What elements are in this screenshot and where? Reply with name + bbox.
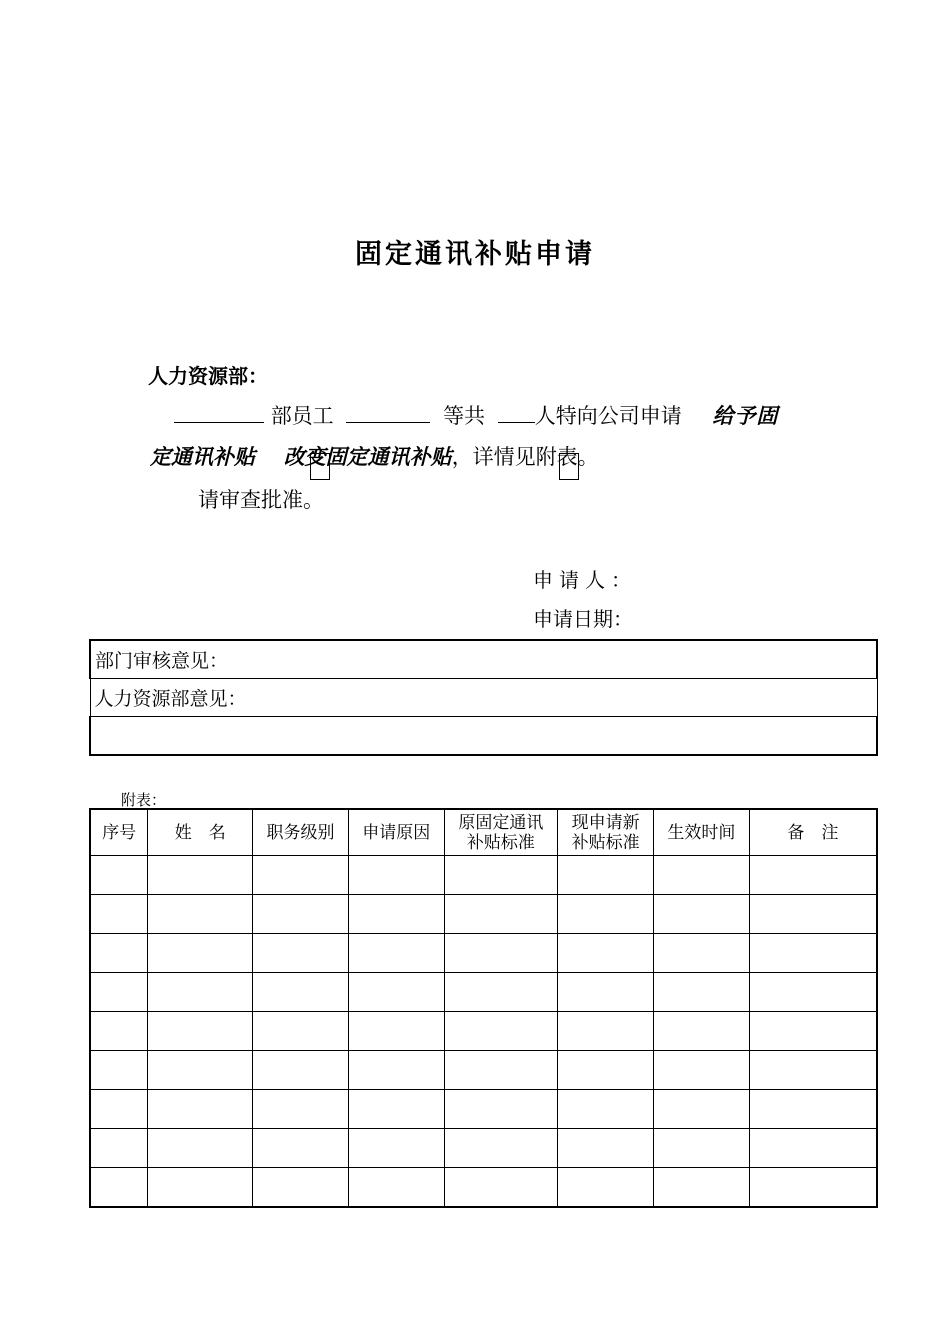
table-cell[interactable] bbox=[90, 934, 148, 973]
attachment-table bbox=[89, 808, 878, 1208]
table-cell[interactable] bbox=[148, 934, 253, 973]
apply-date-label: 申请日期： bbox=[533, 607, 633, 631]
table-cell[interactable] bbox=[148, 1012, 253, 1051]
column-header bbox=[444, 809, 558, 856]
table-cell[interactable] bbox=[654, 1012, 750, 1051]
count-blank[interactable] bbox=[498, 403, 535, 423]
table-cell[interactable] bbox=[348, 1012, 444, 1051]
table-row bbox=[90, 895, 877, 934]
column-header bbox=[90, 809, 148, 856]
table-cell[interactable] bbox=[148, 1090, 253, 1129]
column-header-text: 补贴标准 bbox=[466, 832, 535, 853]
table-cell[interactable] bbox=[253, 1012, 349, 1051]
table-row bbox=[90, 973, 877, 1012]
details-prefix-text: ，详情见 bbox=[451, 445, 536, 469]
table-row bbox=[90, 1168, 877, 1208]
request-approval: 请审查批准。 bbox=[198, 488, 324, 512]
column-header-text: 生效时间 bbox=[667, 822, 736, 843]
table-cell[interactable] bbox=[148, 1051, 253, 1090]
table-cell[interactable] bbox=[90, 856, 148, 895]
table-cell[interactable] bbox=[749, 895, 877, 934]
table-cell[interactable] bbox=[253, 934, 349, 973]
table-cell[interactable] bbox=[749, 1012, 877, 1051]
department-blank[interactable] bbox=[174, 403, 264, 423]
table-cell[interactable] bbox=[253, 895, 349, 934]
body-line-1 bbox=[174, 400, 778, 430]
column-header-text: 现申请新 bbox=[571, 812, 640, 833]
table-cell[interactable] bbox=[558, 1129, 654, 1168]
attachment-label: 附表： bbox=[121, 791, 167, 809]
table-cell[interactable] bbox=[90, 1168, 148, 1208]
column-header bbox=[749, 809, 877, 856]
option-grant-part2: 定通讯补贴 bbox=[150, 444, 255, 469]
table-cell[interactable] bbox=[253, 1051, 349, 1090]
table-cell[interactable] bbox=[148, 895, 253, 934]
table-cell[interactable] bbox=[558, 895, 654, 934]
table-row bbox=[90, 934, 877, 973]
table-cell[interactable] bbox=[444, 1012, 558, 1051]
table-cell[interactable] bbox=[558, 973, 654, 1012]
column-header bbox=[148, 809, 253, 856]
table-cell[interactable] bbox=[654, 895, 750, 934]
table-cell[interactable] bbox=[348, 934, 444, 973]
table-cell[interactable] bbox=[654, 1129, 750, 1168]
column-header bbox=[348, 809, 444, 856]
salutation: 人力资源部： bbox=[148, 364, 268, 388]
option-grant-part1: 给予固 bbox=[712, 403, 779, 428]
employee-blank[interactable] bbox=[346, 403, 430, 423]
table-cell[interactable] bbox=[444, 1090, 558, 1129]
table-cell[interactable] bbox=[348, 1090, 444, 1129]
dept-review-opinion[interactable]: 部门审核意见： bbox=[90, 640, 877, 679]
table-cell[interactable] bbox=[148, 856, 253, 895]
body-line-2 bbox=[150, 441, 599, 471]
table-row bbox=[90, 1090, 877, 1129]
table-cell[interactable] bbox=[348, 973, 444, 1012]
table-cell[interactable] bbox=[148, 1168, 253, 1208]
table-cell[interactable] bbox=[654, 856, 750, 895]
table-cell[interactable] bbox=[90, 1129, 148, 1168]
table-cell[interactable] bbox=[348, 1051, 444, 1090]
column-header bbox=[654, 809, 750, 856]
table-cell[interactable] bbox=[654, 1051, 750, 1090]
table-cell[interactable] bbox=[90, 1090, 148, 1129]
opinion-table bbox=[89, 639, 878, 756]
count-prefix-text: 等共 bbox=[443, 404, 486, 428]
column-header-text: 补贴标准 bbox=[571, 832, 640, 853]
table-cell[interactable] bbox=[148, 1129, 253, 1168]
table-cell[interactable] bbox=[90, 1012, 148, 1051]
table-cell[interactable] bbox=[253, 1129, 349, 1168]
details-suffix-text: 附表。 bbox=[535, 445, 599, 469]
column-header-text: 职务级别 bbox=[266, 822, 335, 843]
dept-suffix-text: 部员工 bbox=[270, 404, 334, 428]
table-cell[interactable] bbox=[253, 1168, 349, 1208]
table-cell[interactable] bbox=[253, 856, 349, 895]
table-cell[interactable] bbox=[558, 1051, 654, 1090]
applicant-label: 申请人： bbox=[533, 568, 637, 592]
table-cell[interactable] bbox=[348, 895, 444, 934]
hr-opinion[interactable]: 人力资源部意见： bbox=[90, 679, 877, 717]
column-header-text: 原固定通讯 bbox=[458, 812, 544, 833]
table-row bbox=[90, 1051, 877, 1090]
option-change-text: 改变固定通讯补贴 bbox=[283, 444, 452, 469]
table-cell[interactable] bbox=[348, 1168, 444, 1208]
attachment-checkbox[interactable] bbox=[559, 453, 579, 480]
table-cell[interactable] bbox=[654, 973, 750, 1012]
table-cell[interactable] bbox=[558, 1012, 654, 1051]
table-cell[interactable] bbox=[749, 856, 877, 895]
table-cell[interactable] bbox=[444, 934, 558, 973]
table-cell[interactable] bbox=[348, 1129, 444, 1168]
column-header-text: 备 注 bbox=[787, 822, 839, 843]
table-cell[interactable] bbox=[90, 1051, 148, 1090]
table-cell[interactable] bbox=[444, 856, 558, 895]
table-row bbox=[90, 856, 877, 895]
table-cell[interactable] bbox=[654, 1168, 750, 1208]
table-cell[interactable] bbox=[558, 1168, 654, 1208]
page-title: 固定通讯补贴申请 bbox=[355, 239, 595, 270]
table-row bbox=[90, 1129, 877, 1168]
table-cell[interactable] bbox=[654, 1090, 750, 1129]
change-subsidy-checkbox[interactable] bbox=[310, 453, 330, 480]
column-header bbox=[253, 809, 349, 856]
table-cell[interactable] bbox=[444, 895, 558, 934]
table-cell[interactable] bbox=[558, 856, 654, 895]
table-header-row bbox=[90, 809, 877, 856]
table-cell[interactable] bbox=[444, 1051, 558, 1090]
table-cell[interactable] bbox=[749, 1129, 877, 1168]
column-header-text: 序号 bbox=[102, 822, 137, 843]
table-cell[interactable] bbox=[749, 1090, 877, 1129]
column-header-text: 申请原因 bbox=[362, 822, 431, 843]
column-header bbox=[558, 809, 654, 856]
extra-opinion-row[interactable] bbox=[90, 717, 877, 756]
table-cell[interactable] bbox=[90, 973, 148, 1012]
table-cell[interactable] bbox=[558, 1090, 654, 1129]
table-cell[interactable] bbox=[253, 973, 349, 1012]
table-cell[interactable] bbox=[558, 934, 654, 973]
table-cell[interactable] bbox=[253, 1090, 349, 1129]
table-cell[interactable] bbox=[444, 1168, 558, 1208]
table-cell[interactable] bbox=[749, 934, 877, 973]
count-suffix-text: 人特向公司申请 bbox=[534, 404, 682, 428]
table-cell[interactable] bbox=[749, 1051, 877, 1090]
table-cell[interactable] bbox=[444, 1129, 558, 1168]
column-header-text: 姓 名 bbox=[174, 822, 226, 843]
table-row bbox=[90, 1012, 877, 1051]
table-cell[interactable] bbox=[348, 856, 444, 895]
table-cell[interactable] bbox=[654, 934, 750, 973]
table-cell[interactable] bbox=[749, 1168, 877, 1208]
table-cell[interactable] bbox=[148, 973, 253, 1012]
table-cell[interactable] bbox=[90, 895, 148, 934]
table-cell[interactable] bbox=[444, 973, 558, 1012]
table-cell[interactable] bbox=[749, 973, 877, 1012]
